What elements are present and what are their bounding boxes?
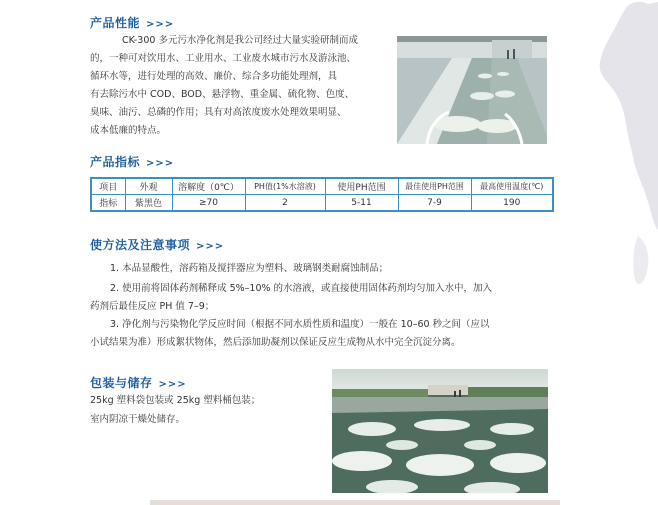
storage-arrows: >>> bbox=[158, 379, 187, 390]
performance-line: 臭味、油污、总磷的作用；具有对高浓度废水处理效果明显、 bbox=[90, 107, 347, 118]
table-header-cell: 使用PH范围 bbox=[325, 178, 398, 195]
specs-arrows: >>> bbox=[146, 158, 175, 169]
storage-heading bbox=[90, 374, 187, 391]
performance-arrows: >>> bbox=[146, 19, 175, 30]
table-cell: 指标 bbox=[91, 195, 125, 212]
table-row bbox=[91, 178, 553, 195]
table-cell: 7-9 bbox=[398, 195, 471, 212]
footer-bar bbox=[150, 500, 560, 505]
specs-heading bbox=[90, 153, 174, 170]
performance-line: 成本低廉的特点。 bbox=[90, 125, 167, 136]
table-cell: ≥70 bbox=[172, 195, 245, 212]
table-header-cell: 溶解度（0℃） bbox=[172, 178, 245, 195]
table-header-cell: PH值(1%水溶液) bbox=[245, 178, 325, 195]
table-cell: 5-11 bbox=[325, 195, 398, 212]
usage-line: 药剂后最佳反应 PH 值 7–9； bbox=[90, 301, 215, 312]
performance-line: 有去除污水中 COD、BOD、悬浮物、重金属、硫化物、色度、 bbox=[90, 89, 355, 100]
water-treatment-photo bbox=[397, 36, 547, 144]
usage-line: 3. 净化剂与污染物化学反应时间（根据不同水质性质和温度）一般在 10–60 秒之间（应以 bbox=[110, 319, 490, 330]
performance-line: 的，一种可对饮用水、工业用水、工业废水城市污水及游泳池、 bbox=[90, 53, 357, 64]
map-decoration bbox=[568, 0, 658, 505]
specs-title: 产品指标 bbox=[90, 155, 141, 169]
storage-title: 包装与储存 bbox=[90, 376, 153, 390]
table-row bbox=[91, 195, 553, 212]
performance-heading bbox=[90, 14, 174, 31]
table-header-cell: 最佳使用PH范围 bbox=[398, 178, 471, 195]
table-cell: 紫黑色 bbox=[125, 195, 172, 212]
storage-line: 室内阴凉干燥处储存。 bbox=[90, 414, 186, 425]
specs-table bbox=[90, 177, 554, 212]
storage-line: 25kg 塑料袋包装或 25kg 塑料桶包装； bbox=[90, 395, 261, 406]
table-header-cell: 外观 bbox=[125, 178, 172, 195]
table-cell: 2 bbox=[245, 195, 325, 212]
usage-line: 2. 使用前将固体药剂稀释成 5%–10% 的水溶液，或直接使用固体药剂均匀加入水中，加入 bbox=[110, 283, 493, 294]
usage-arrows: >>> bbox=[196, 241, 225, 252]
performance-line: CK-300 多元污水净化剂是我公司经过大量实验研制而成 bbox=[122, 35, 358, 46]
usage-line: 小试结果为准）形成絮状物体，然后添加助凝剂以保证反应生成物从水中完全沉淀分离。 bbox=[90, 337, 461, 348]
usage-title: 使方法及注意事项 bbox=[90, 238, 191, 252]
table-header-cell: 最高使用温度(℃) bbox=[471, 178, 553, 195]
performance-title: 产品性能 bbox=[90, 16, 141, 30]
usage-heading bbox=[90, 236, 224, 253]
table-cell: 190 bbox=[471, 195, 553, 212]
performance-line: 循环水等，进行处理的高效、廉价、综合多功能处理剂，具 bbox=[90, 71, 338, 82]
aeration-tank-photo bbox=[332, 369, 548, 493]
table-header-cell: 项目 bbox=[91, 178, 125, 195]
usage-line: 1. 本品显酸性，溶药箱及搅拌器应为塑料、玻璃钢类耐腐蚀制品； bbox=[110, 263, 389, 274]
